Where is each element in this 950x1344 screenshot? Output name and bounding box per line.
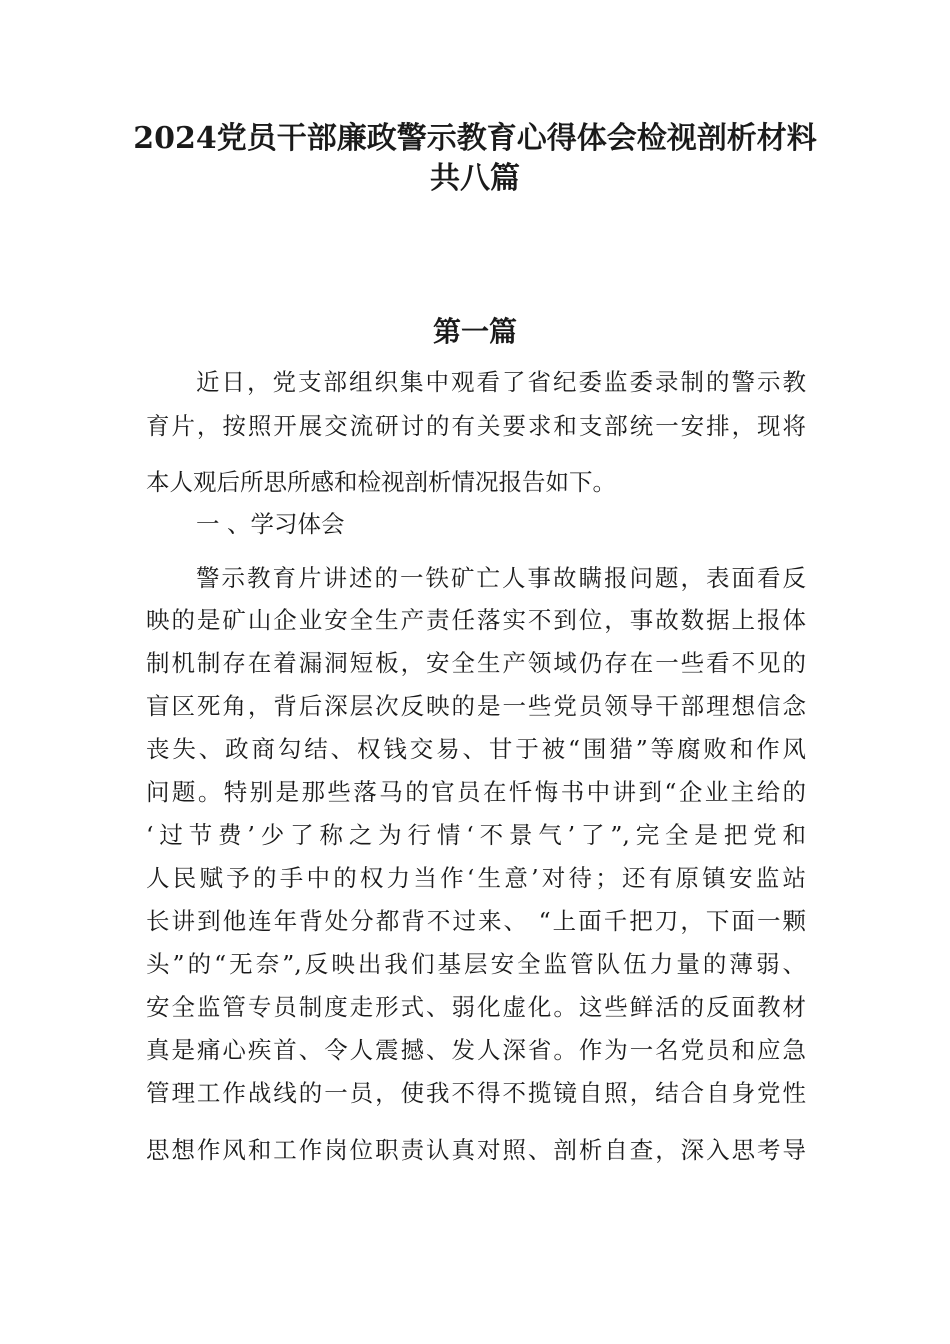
section-heading: 第一篇 [432,315,517,348]
document-title-line-1: 2024党员干部廉政警示教育心得体会检视剖析材料 [133,121,817,156]
body-line: 安全监管专员制度走形式、弱化虚化。这些鲜活的反面教材 [146,993,806,1021]
intro-line: 近日，党支部组织集中观看了省纪委监委录制的警示教 [196,368,806,396]
body-line: 长讲到他连年背处分都背不过来、 “上面千把刀，下面一颗 [146,907,806,935]
body-line: 制机制存在着漏洞短板，安全生产领域仍存在一些看不见的 [146,649,806,677]
body-line: 管理工作战线的一员，使我不得不揽镜自照，结合自身党性 [146,1079,806,1107]
body-line: 盲区死角，背后深层次反映的是一些党员领导干部理想信念 [146,692,806,720]
intro-line: 本人观后所思所感和检视剖析情况报告如下。 [146,468,616,496]
intro-line: 育片，按照开展交流研讨的有关要求和支部统一安排，现将 [146,412,806,440]
body-line: 警示教育片讲述的一铁矿亡人事故瞒报问题，表面看反 [196,564,806,592]
body-line: 真是痛心疾首、令人震撼、发人深省。作为一名党员和应急 [146,1036,806,1064]
document-title-line-2: 共八篇 [430,161,520,196]
body-line: 映的是矿山企业安全生产责任落实不到位，事故数据上报体 [146,606,806,634]
subheading: 一 、学习体会 [196,510,345,538]
body-line: 头”的“无奈”,反映出我们基层安全监管队伍力量的薄弱、 [146,950,806,978]
body-line: ‘过节费’少了称之为行情‘不景气’了”,完全是把党和 [146,821,806,849]
body-line: 问题。特别是那些落马的官员在忏悔书中讲到“企业主给的 [146,778,806,806]
body-line: 丧失、政商勾结、权钱交易、甘于被“围猎”等腐败和作风 [146,735,806,763]
body-line: 思想作风和工作岗位职责认真对照、剖析自查，深入思考导 [146,1136,806,1164]
body-line: 人民赋予的手中的权力当作‘生意’对待；还有原镇安监站 [146,864,806,892]
